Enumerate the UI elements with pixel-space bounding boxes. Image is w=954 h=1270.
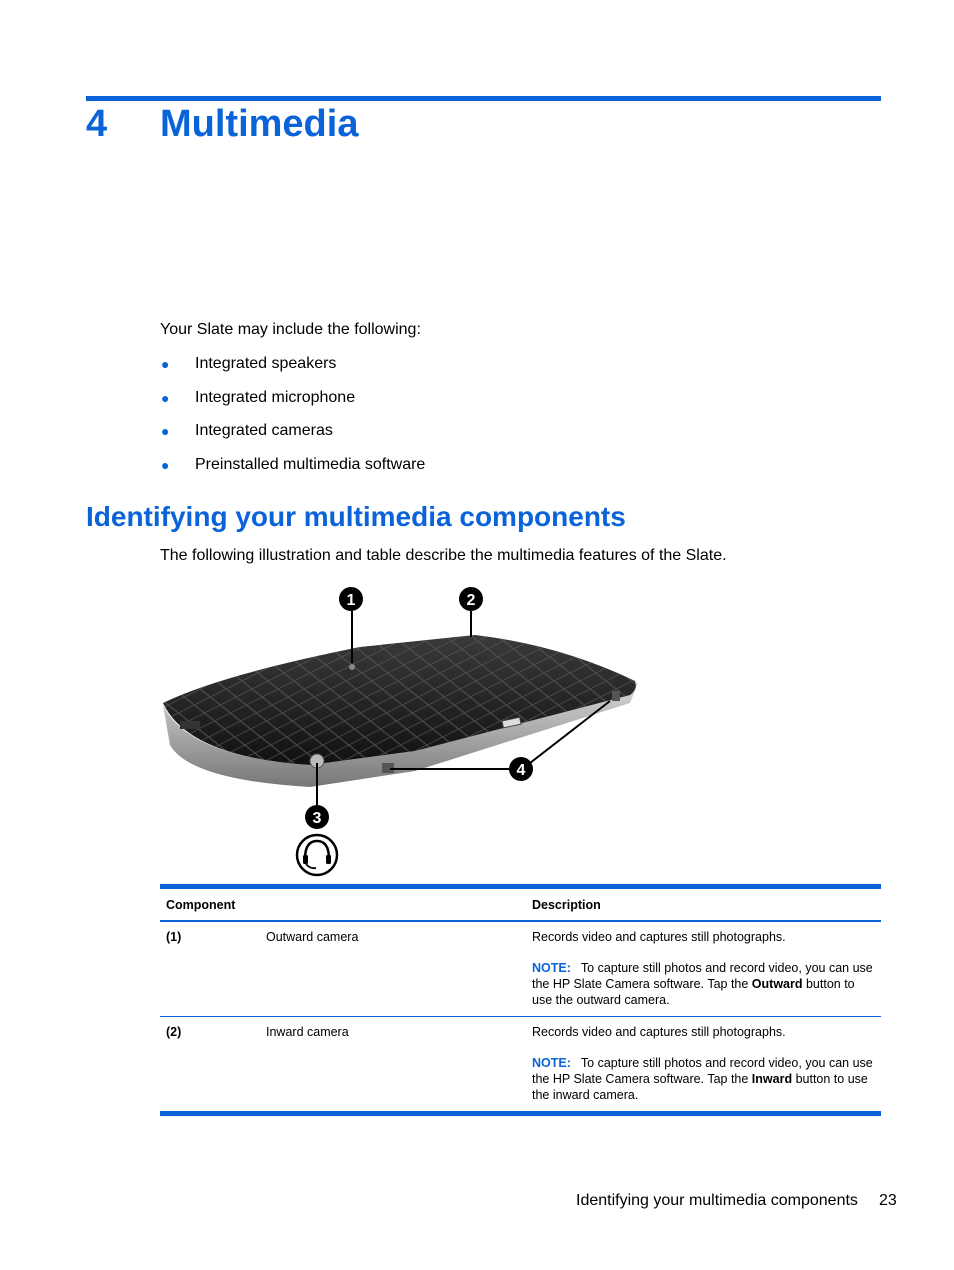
bullet-icon: ● [161,423,170,440]
section-intro: The following illustration and table describe the multimedia features of the Slate. [160,547,727,564]
side-port [180,721,200,729]
slate-illustration [160,585,645,880]
camera-lens [349,664,355,670]
callout-3 [305,805,329,829]
headset-icon [297,835,337,875]
list-item: ● Integrated microphone [161,388,356,406]
bullet-icon: ● [161,457,170,474]
bullet-icon: ● [161,356,170,372]
component-description: Records video and captures still photographs. NOTE: To capture still photos and record video, you can use the HP Slate Camera software. Tap the Inward button to use the inward camera. [526,1017,881,1114]
table-header-row [160,887,881,922]
svg-text:2: 2 [466,592,476,609]
component-description: Records video and captures still photographs. NOTE: To capture still photos and record video, you can use the HP Slate Camera software. Tap the Outward button to use the outward camera. [526,921,881,1017]
table-row [160,1017,881,1114]
svg-text:3: 3 [312,810,322,827]
chapter-title: Multimedia [160,103,359,145]
intro-text: Your Slate may include the following: [160,321,421,338]
component-number: (2) [166,1025,182,1039]
list-item: ● Integrated speakers [161,355,337,372]
svg-text:1: 1 [346,592,356,609]
section-title: Identifying your multimedia components [86,501,626,532]
slate-device-drawing [160,585,645,880]
callout-2 [459,587,483,611]
component-name: Inward camera [266,1025,349,1039]
callout-4 [509,757,533,781]
bullet-icon: ● [161,389,170,406]
component-name: Outward camera [266,930,359,944]
note: NOTE: To capture still photos and record video, you can use the HP Slate Camera software. Tap the Outward button to use the outward camera. [532,961,873,1007]
column-header-component: Component [166,898,236,912]
note: NOTE: To capture still photos and record video, you can use the HP Slate Camera software. Tap the Inward button to use the inward camera. [532,1056,873,1102]
list-item: ● Integrated cameras [161,422,333,440]
table-row [160,921,881,1017]
chapter-number: 4 [86,103,108,145]
callout-1 [339,587,363,611]
footer-section-title: Identifying your multimedia components [576,1192,858,1209]
column-header-description: Description [532,898,601,912]
components-table [160,884,881,1116]
component-number: (1) [166,930,182,944]
svg-text:4: 4 [516,762,526,779]
feature-list [160,354,425,489]
page-number: 23 [879,1192,897,1209]
list-item: ● Preinstalled multimedia software [161,456,426,474]
